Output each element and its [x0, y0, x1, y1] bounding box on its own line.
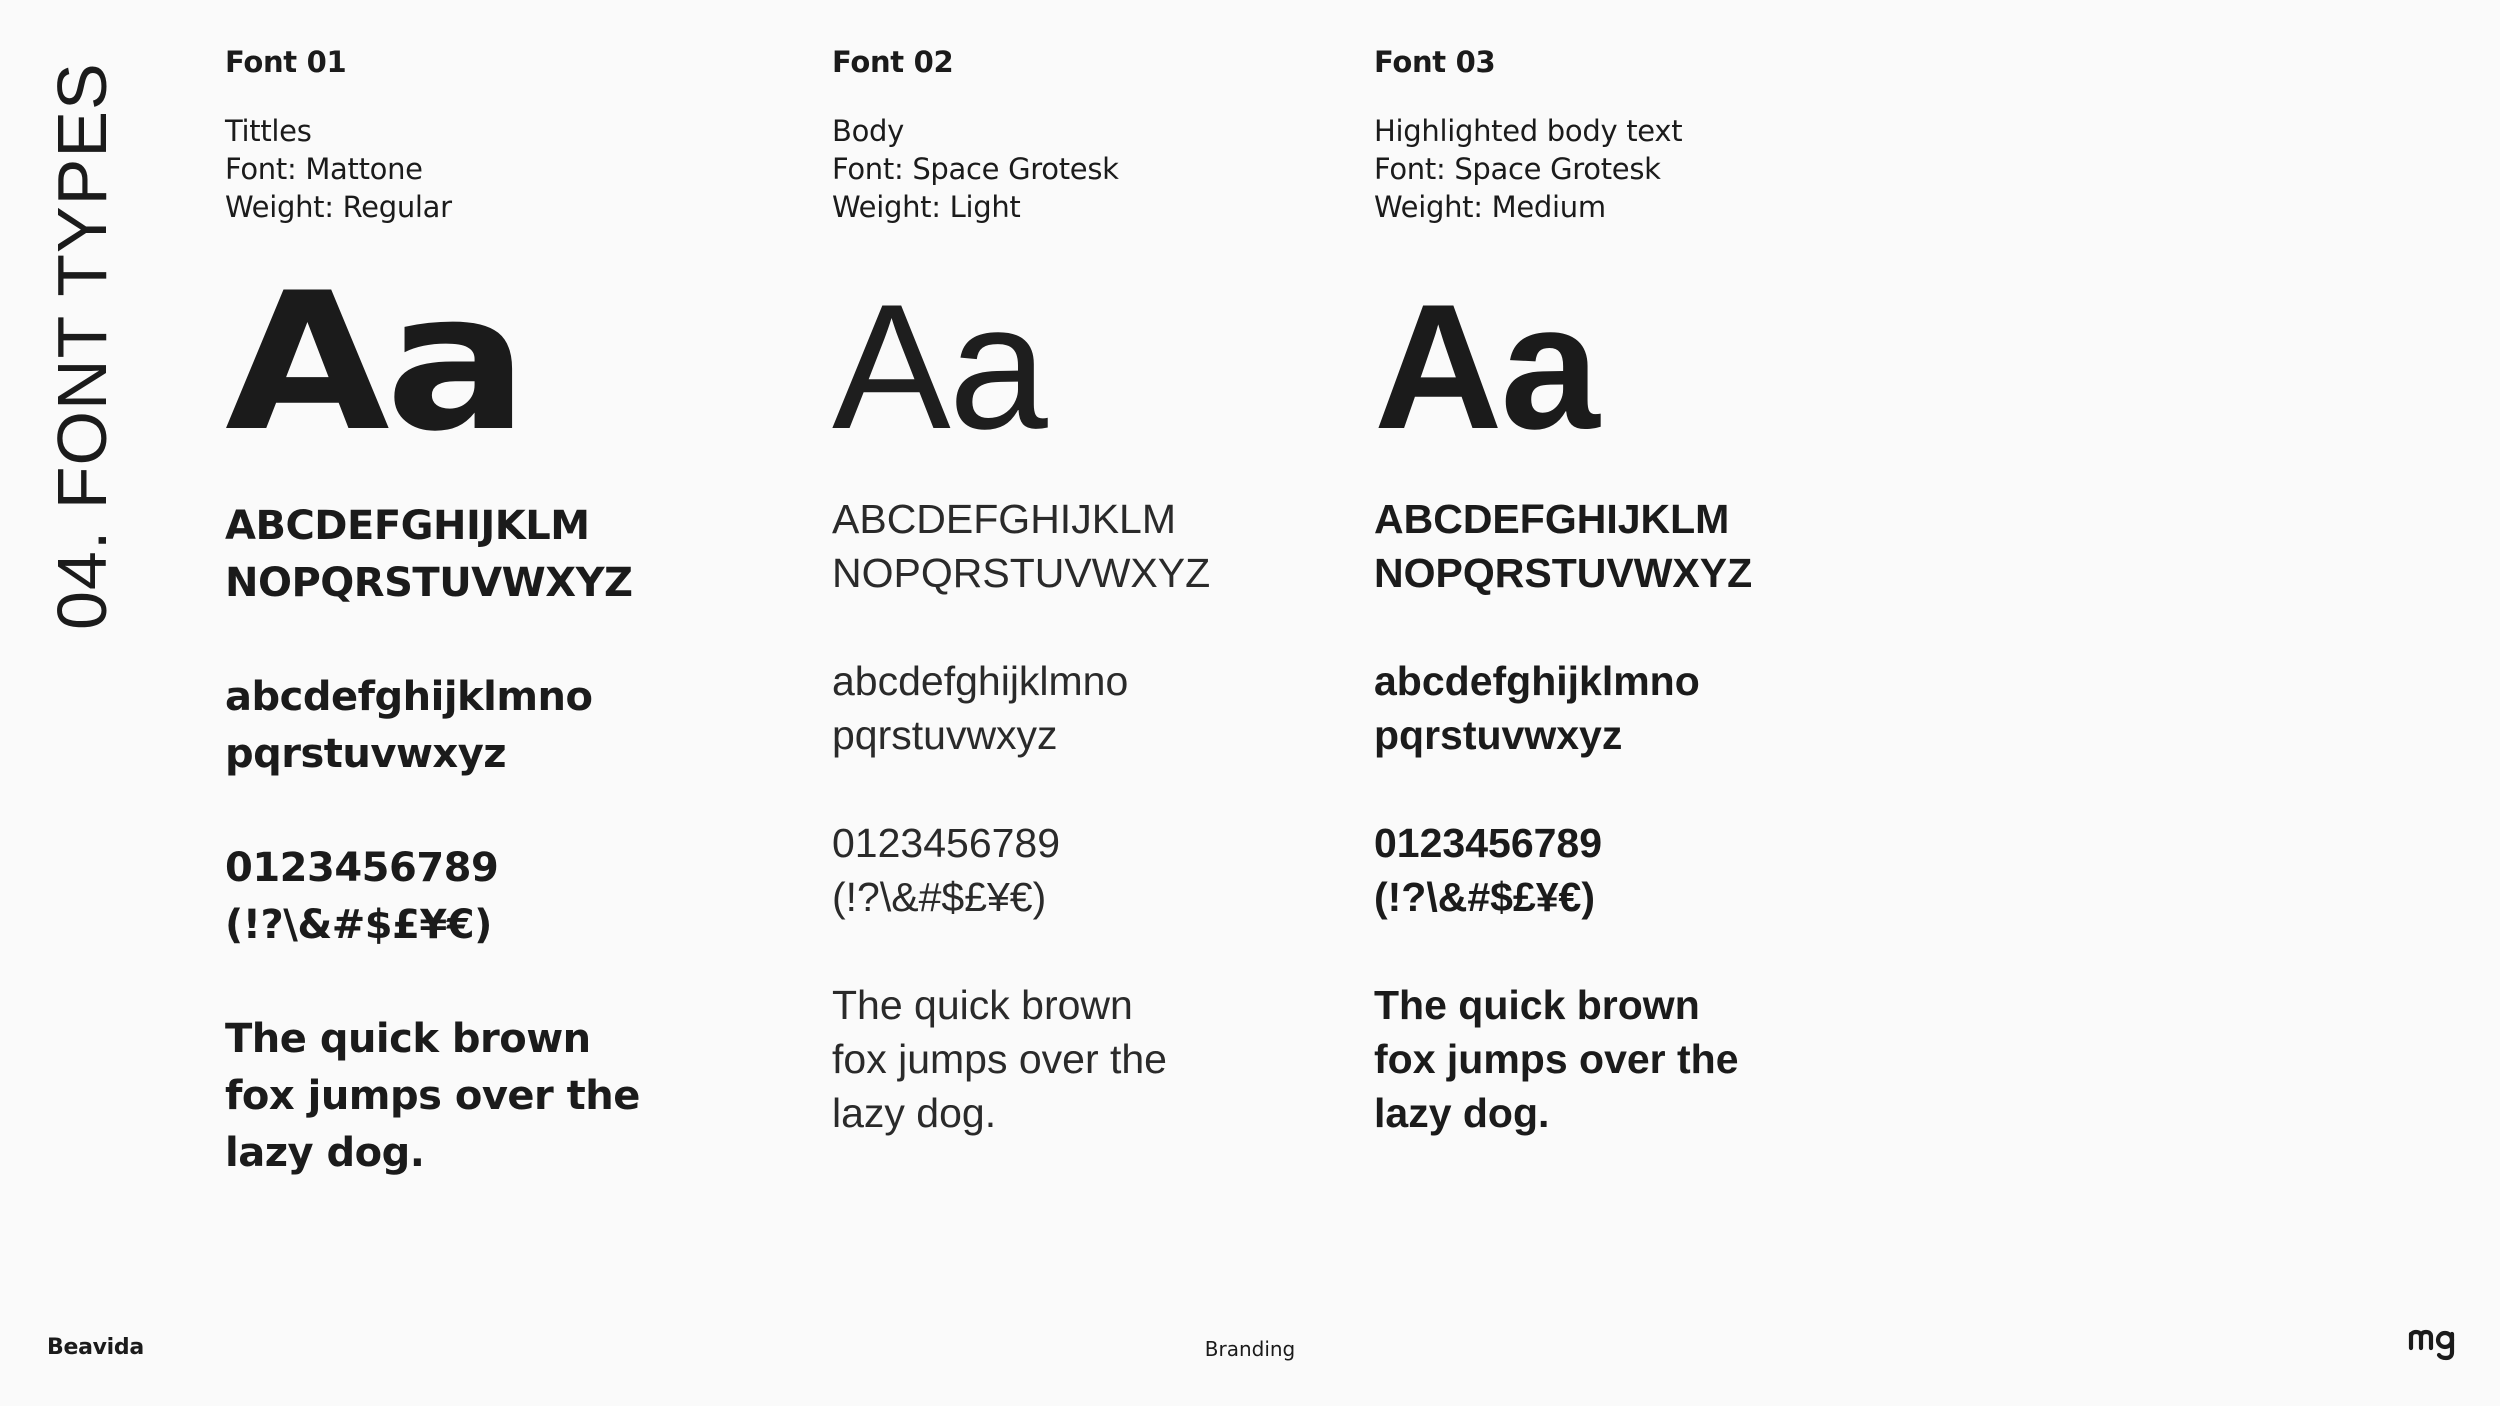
uppercase-line-2: NOPQRSTUVWXYZ	[832, 550, 1211, 596]
font-column-2	[832, 40, 1352, 1140]
font-family-label: Font: Mattone	[225, 152, 423, 186]
footer-brand: Beavida	[47, 1335, 144, 1360]
pangram-line-3: lazy dog.	[225, 1130, 425, 1176]
lowercase-glyphs	[225, 669, 785, 783]
section-title-wrapper	[40, 45, 125, 630]
uppercase-glyphs	[832, 492, 1352, 600]
font-heading: Font 01	[225, 45, 347, 79]
font-role: Highlighted body text	[1374, 114, 1683, 148]
font-sample-aa: Aa	[832, 267, 1046, 466]
uppercase-line-2: NOPQRSTUVWXYZ	[1374, 550, 1753, 596]
pangram	[1374, 978, 1934, 1140]
lowercase-line-2: pqrstuvwxyz	[225, 731, 507, 777]
numeral-glyphs	[1374, 816, 1934, 924]
pangram-line-1: The quick brown	[832, 982, 1133, 1028]
pangram-line-3: lazy dog.	[1374, 1090, 1550, 1136]
font-family-label: Font: Space Grotesk	[832, 152, 1119, 186]
pangram-line-2: fox jumps over the	[1374, 1036, 1739, 1082]
symbols-line: (!?\&#$£¥€)	[225, 902, 492, 948]
font-heading: Font 02	[832, 45, 954, 79]
numeral-glyphs	[225, 840, 785, 954]
section-title: 04. FONT TYPES	[43, 62, 121, 630]
lowercase-line-1: abcdefghijklmno	[832, 658, 1129, 704]
font-role: Tittles	[225, 114, 312, 148]
font-column-1	[225, 40, 785, 1182]
pangram	[225, 1011, 785, 1182]
pangram-line-2: fox jumps over the	[225, 1073, 640, 1119]
symbols-line: (!?\&#$£¥€)	[832, 874, 1047, 920]
uppercase-glyphs	[1374, 492, 1934, 600]
lowercase-glyphs	[832, 654, 1352, 762]
lowercase-line-2: pqrstuvwxyz	[1374, 712, 1623, 758]
lowercase-line-1: abcdefghijklmno	[1374, 658, 1700, 704]
pangram-line-3: lazy dog.	[832, 1090, 997, 1136]
lowercase-line-2: pqrstuvwxyz	[832, 712, 1058, 758]
font-sample-aa: Aa	[1374, 267, 1598, 466]
footer-section: Branding	[1204, 1337, 1296, 1361]
digits-line: 0123456789	[832, 820, 1061, 866]
font-weight-label: Weight: Light	[832, 190, 1021, 224]
pangram-line-2: fox jumps over the	[832, 1036, 1167, 1082]
lowercase-glyphs	[1374, 654, 1934, 762]
font-column-3	[1374, 40, 1934, 1140]
font-family-label: Font: Space Grotesk	[1374, 152, 1661, 186]
font-weight-label: Weight: Medium	[1374, 190, 1606, 224]
font-sample-aa: Aa	[225, 252, 525, 473]
numeral-glyphs	[832, 816, 1352, 924]
uppercase-line-1: ABCDEFGHIJKLM	[1374, 496, 1730, 542]
font-weight-label: Weight: Regular	[225, 190, 452, 224]
font-heading: Font 03	[1374, 45, 1496, 79]
pangram-line-1: The quick brown	[225, 1016, 591, 1062]
uppercase-line-1: ABCDEFGHIJKLM	[832, 496, 1176, 542]
pangram-line-1: The quick brown	[1374, 982, 1700, 1028]
font-role: Body	[832, 114, 905, 148]
uppercase-glyphs	[225, 498, 785, 612]
digits-line: 0123456789	[225, 845, 499, 891]
uppercase-line-2: NOPQRSTUVWXYZ	[225, 560, 633, 606]
lowercase-line-1: abcdefghijklmno	[225, 674, 593, 720]
symbols-line: (!?\&#$£¥€)	[1374, 874, 1596, 920]
pangram	[832, 978, 1352, 1140]
digits-line: 0123456789	[1374, 820, 1603, 866]
mg-logo-icon	[2408, 1322, 2458, 1362]
uppercase-line-1: ABCDEFGHIJKLM	[225, 503, 590, 549]
